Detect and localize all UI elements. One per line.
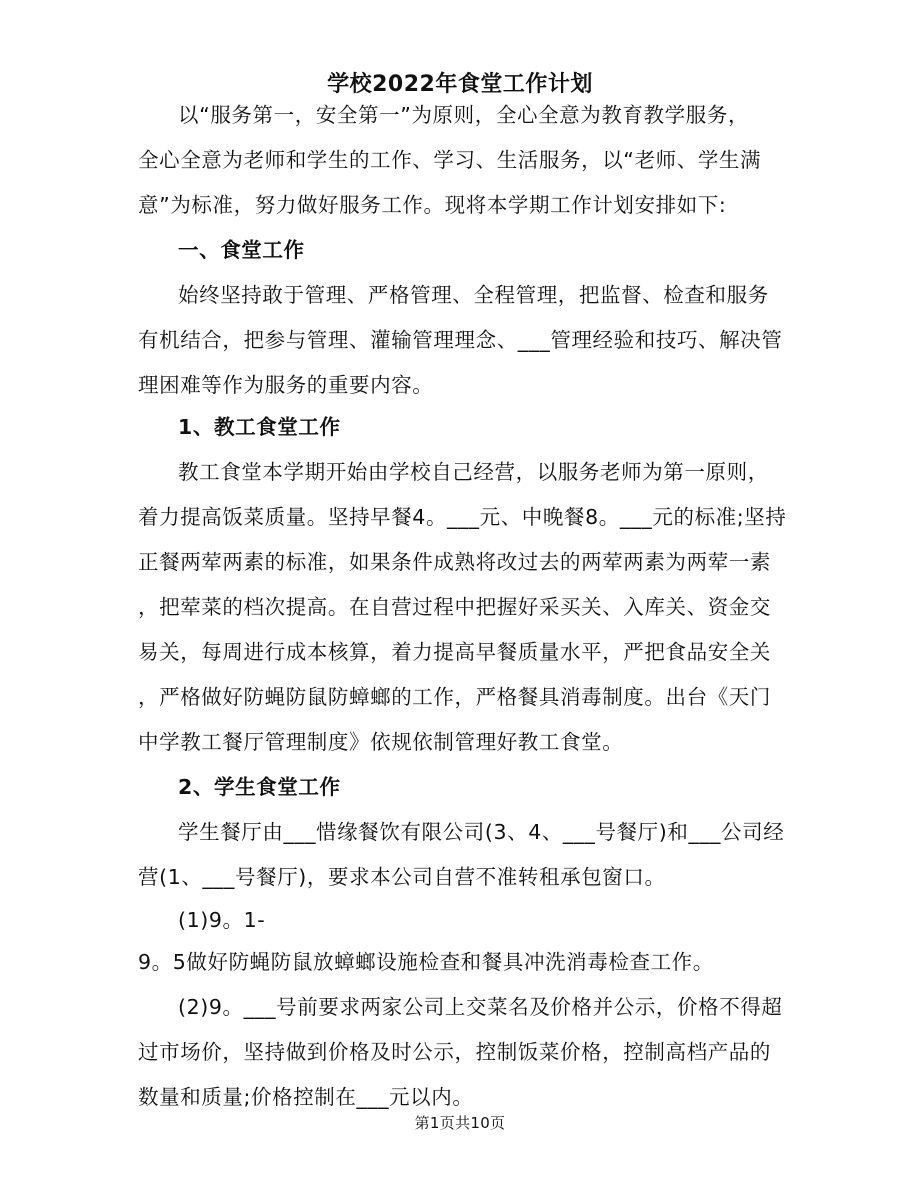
paragraph-line: ，严格做好防蝇防鼠防蟑螂的工作，严格餐具消毒制度。出台《天门 (138, 685, 771, 709)
paragraph-line: (1)9。1- (178, 908, 266, 932)
paragraph-line: 过市场价，坚持做到价格及时公示，控制饭菜价格，控制高档产品的 (138, 1040, 771, 1064)
paragraph-line: 教工食堂本学期开始由学校自己经营，以服务老师为第一原则， (178, 460, 769, 484)
page-number-footer: 第1页共10页 (414, 1114, 506, 1132)
paragraph-line: 全心全意为老师和学生的工作、学习、生活服务，以“老师、学生满 (138, 148, 762, 172)
paragraph-line: 有机结合，把参与管理、灌输管理理念、___管理经验和技巧、解决管 (138, 328, 783, 352)
paragraph-line: 以“服务第一，安全第一”为原则，全心全意为教育教学服务， (178, 103, 750, 127)
paragraph-line: 正餐两荤两素的标准，如果条件成熟将改过去的两荤两素为两荤一素 (138, 550, 771, 574)
paragraph-line: 学生餐厅由___惜缘餐饮有限公司(3、4、___号餐厅)和___公司经 (178, 820, 785, 844)
document-title: 学校2022年食堂工作计划 (327, 72, 593, 97)
paragraph-line: 数量和质量;价格控制在___元以内。 (138, 1085, 474, 1109)
paragraph-line: 着力提高饭菜质量。坚持早餐4。___元、中晚餐8。___元的标准;坚持 (138, 505, 787, 529)
paragraph-line: 意”为标准，努力做好服务工作。现将本学期工作计划安排如下: (138, 193, 727, 217)
paragraph-line: 9。5做好防蝇防鼠放蟑螂设施检查和餐具冲洗消毒检查工作。 (138, 950, 714, 974)
paragraph-line: 营(1、___号餐厅)，要求本公司自营不准转租承包窗口。 (138, 865, 666, 889)
section-heading: 一、食堂工作 (178, 238, 305, 262)
paragraph-line: 中学教工餐厅管理制度》依规依制管理好教工食堂。 (138, 730, 624, 754)
paragraph-line: 理困难等作为服务的重要内容。 (138, 373, 434, 397)
paragraph-line: ，把荤菜的档次提高。在自营过程中把握好采买关、入库关、资金交 (138, 595, 771, 619)
section-heading: 2、学生食堂工作 (178, 775, 341, 799)
paragraph-line: 易关，每周进行成本核算，着力提高早餐质量水平，严把食品安全关 (138, 640, 771, 664)
section-heading: 1、教工食堂工作 (178, 415, 341, 439)
paragraph-line: 始终坚持敢于管理、严格管理、全程管理，把监督、检查和服务 (178, 283, 769, 307)
paragraph-line: (2)9。___号前要求两家公司上交菜名及价格并公示，价格不得超 (178, 995, 783, 1019)
